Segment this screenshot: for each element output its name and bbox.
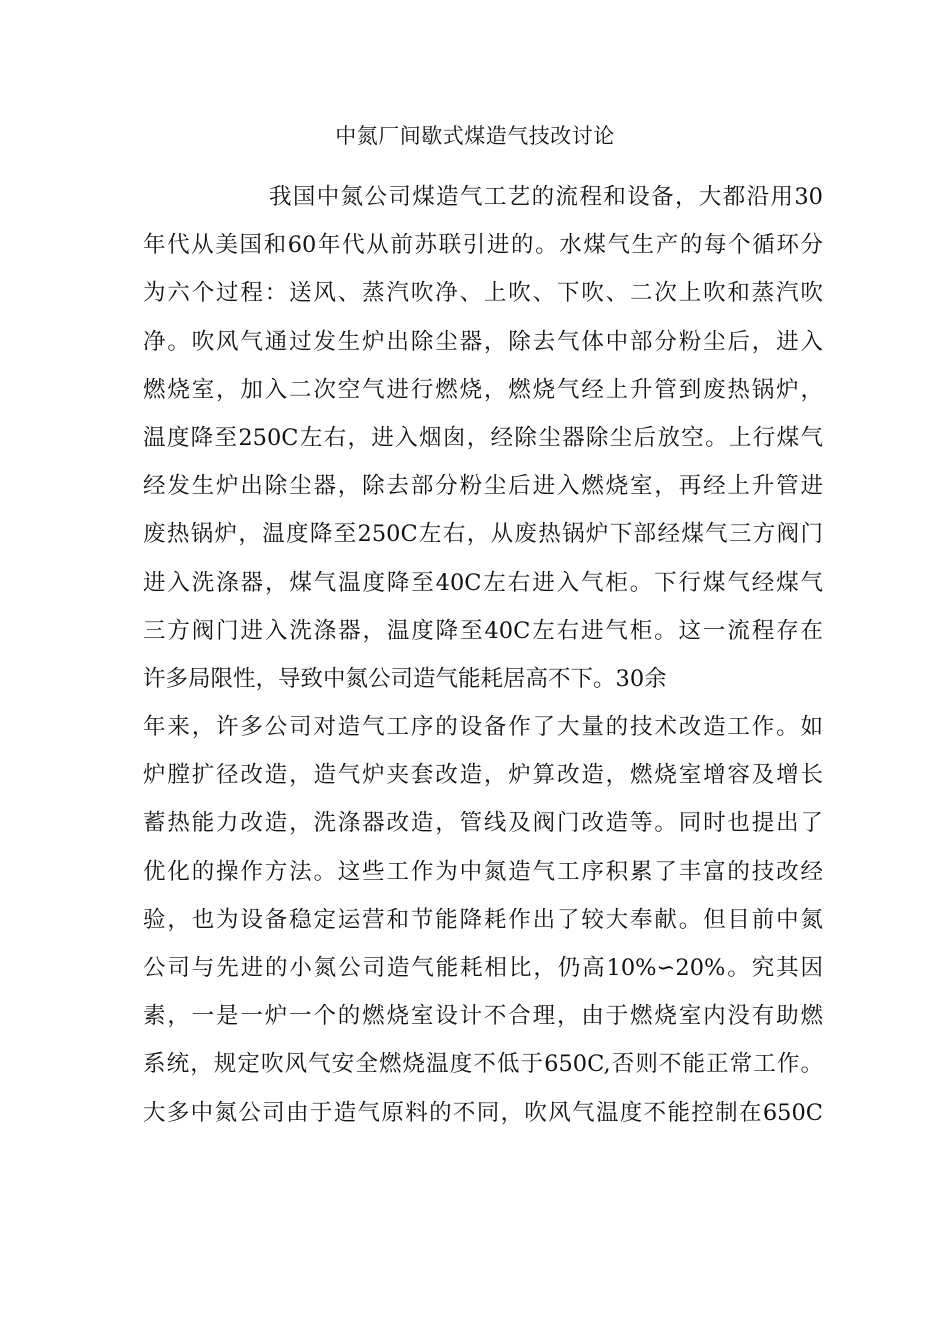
paragraph-line: 素，一是一炉一个的燃烧室设计不合理，由于燃烧室内没有助燃	[143, 1003, 823, 1030]
paragraph-line: 系统，规定吹风气安全燃烧温度不低于650C,否则不能正常工作。	[143, 1051, 823, 1078]
paragraph-line: 许多局限性，导致中氮公司造气能耗居高不下。30余	[143, 665, 667, 692]
paragraph-line: 验，也为设备稳定运营和节能降耗作出了较大奉献。但目前中氮	[143, 906, 823, 933]
paragraph-line: 为六个过程：送风、蒸汽吹净、上吹、下吹、二次上吹和蒸汽吹	[143, 280, 823, 307]
paragraph-line: 我国中氮公司煤造气工艺的流程和设备，大都沿用30	[269, 184, 823, 210]
document-body	[143, 178, 823, 1142]
paragraph-line: 净。吹风气通过发生炉出除尘器，除去气体中部分粉尘后，进入	[143, 328, 823, 355]
paragraph-line: 大多中氮公司由于造气原料的不同，吹风气温度不能控制在650C	[143, 1099, 823, 1126]
paragraph-line: 年来，许多公司对造气工序的设备作了大量的技术改造工作。如	[143, 714, 823, 741]
paragraph-line: 进入洗涤器，煤气温度降至40C左右进入气柜。下行煤气经煤气	[143, 569, 823, 596]
paragraph-line: 公司与先进的小氮公司造气能耗相比，仍高10%∽20%。究其因	[143, 955, 823, 981]
paragraph-line: 炉膛扩径改造，造气炉夹套改造，炉算改造，燃烧室增容及增长	[143, 762, 823, 789]
paragraph-line: 蓄热能力改造，洗涤器改造，管线及阀门改造等。同时也提出了	[143, 810, 823, 837]
paragraph-line: 废热锅炉，温度降至250C左右，从废热锅炉下部经煤气三方阀门	[143, 521, 823, 548]
paragraph-line: 经发生炉出除尘器，除去部分粉尘后进入燃烧室，再经上升管进	[143, 473, 823, 500]
paragraph-line: 燃烧室，加入二次空气进行燃烧，燃烧气经上升管到废热锅炉，	[143, 376, 823, 403]
paragraph-line: 年代从美国和60年代从前苏联引进的。水煤气生产的每个循环分	[143, 232, 823, 259]
paragraph-line: 三方阀门进入洗涤器，温度降至40C左右进气柜。这一流程存在	[143, 617, 823, 644]
paragraph-line: 优化的操作方法。这些工作为中氮造气工序积累了丰富的技改经	[143, 858, 823, 885]
paragraph-line: 温度降至250C左右，进入烟囱，经除尘器除尘后放空。上行煤气	[143, 424, 823, 451]
document-title: 中氮厂间歇式煤造气技改讨论	[335, 124, 615, 148]
